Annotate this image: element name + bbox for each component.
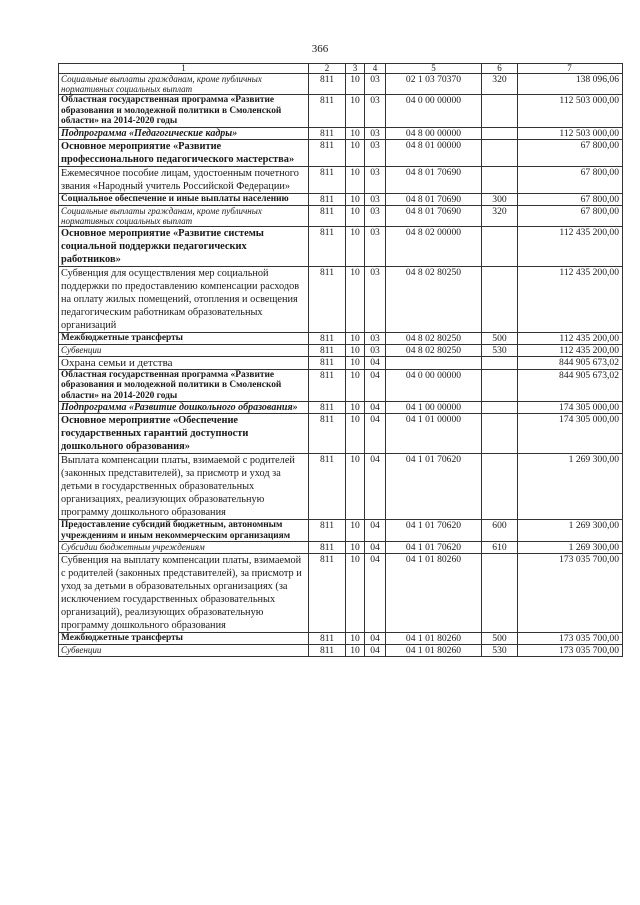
section-cell: 10 (346, 520, 365, 542)
amount-cell: 112 435 200,00 (518, 266, 623, 332)
header-cell-6: 6 (482, 64, 518, 74)
amount-cell: 112 503 000,00 (518, 127, 623, 139)
item-name-cell: Областная государственная программа «Развитие образования и молодежной политики в Смоленской области» на 2014-2020 годы (59, 369, 309, 402)
table-row (59, 554, 623, 633)
section-cell: 10 (346, 344, 365, 356)
section-cell: 10 (346, 645, 365, 657)
item-name-cell: Субсидии бюджетным учреждениям (59, 542, 309, 554)
subsection-cell: 03 (365, 332, 386, 344)
header-cell-5: 5 (386, 64, 482, 74)
amount-cell: 1 269 300,00 (518, 542, 623, 554)
item-name-cell: Подпрограмма «Педагогические кадры» (59, 127, 309, 139)
budget-table (58, 63, 623, 657)
target-article-cell: 04 1 01 00000 (386, 414, 482, 454)
expense-type-cell (482, 369, 518, 402)
expense-type-cell (482, 166, 518, 193)
table-row (59, 402, 623, 414)
amount-cell: 173 035 700,00 (518, 554, 623, 633)
table-row (59, 645, 623, 657)
table-row (59, 344, 623, 356)
section-cell: 10 (346, 402, 365, 414)
section-cell: 10 (346, 554, 365, 633)
subsection-cell: 04 (365, 356, 386, 369)
table-row (59, 74, 623, 95)
subsection-cell: 03 (365, 166, 386, 193)
section-cell: 10 (346, 139, 365, 166)
section-cell: 10 (346, 166, 365, 193)
target-article-cell: 04 8 00 00000 (386, 127, 482, 139)
table-row (59, 414, 623, 454)
target-article-cell: 04 1 01 80260 (386, 633, 482, 645)
page-number: 366 (311, 43, 329, 55)
target-article-cell: 04 8 02 80250 (386, 344, 482, 356)
amount-cell: 67 800,00 (518, 193, 623, 205)
amount-cell: 138 096,06 (518, 74, 623, 95)
target-article-cell: 04 1 01 80260 (386, 645, 482, 657)
table-row (59, 205, 623, 226)
amount-cell: 844 905 673,02 (518, 369, 623, 402)
header-cell-4: 4 (365, 64, 386, 74)
expense-type-cell: 320 (482, 74, 518, 95)
target-article-cell: 04 0 00 00000 (386, 95, 482, 128)
subsection-cell: 03 (365, 74, 386, 95)
section-cell: 10 (346, 266, 365, 332)
admin-code-cell: 811 (309, 356, 346, 369)
admin-code-cell: 811 (309, 645, 346, 657)
expense-type-cell (482, 414, 518, 454)
table-row (59, 454, 623, 520)
expense-type-cell (482, 266, 518, 332)
target-article-cell: 04 1 00 00000 (386, 402, 482, 414)
expense-type-cell (482, 139, 518, 166)
expense-type-cell (482, 226, 518, 266)
section-cell: 10 (346, 356, 365, 369)
section-cell: 10 (346, 74, 365, 95)
expense-type-cell (482, 454, 518, 520)
admin-code-cell: 811 (309, 95, 346, 128)
amount-cell: 174 305 000,00 (518, 414, 623, 454)
admin-code-cell: 811 (309, 127, 346, 139)
table-row (59, 266, 623, 332)
amount-cell: 174 305 000,00 (518, 402, 623, 414)
item-name-cell: Субвенции (59, 645, 309, 657)
item-name-cell: Межбюджетные трансферты (59, 332, 309, 344)
header-cell-2: 2 (309, 64, 346, 74)
expense-type-cell (482, 95, 518, 128)
admin-code-cell: 811 (309, 554, 346, 633)
amount-cell: 112 503 000,00 (518, 95, 623, 128)
target-article-cell: 04 8 01 70690 (386, 166, 482, 193)
subsection-cell: 03 (365, 193, 386, 205)
table-row (59, 139, 623, 166)
admin-code-cell: 811 (309, 205, 346, 226)
subsection-cell: 03 (365, 127, 386, 139)
subsection-cell: 03 (365, 139, 386, 166)
expense-type-cell: 530 (482, 344, 518, 356)
expense-type-cell: 320 (482, 205, 518, 226)
expense-type-cell (482, 127, 518, 139)
table-row (59, 166, 623, 193)
admin-code-cell: 811 (309, 520, 346, 542)
admin-code-cell: 811 (309, 633, 346, 645)
expense-type-cell (482, 356, 518, 369)
admin-code-cell: 811 (309, 344, 346, 356)
amount-cell: 173 035 700,00 (518, 633, 623, 645)
section-cell: 10 (346, 127, 365, 139)
target-article-cell: 04 1 01 80260 (386, 554, 482, 633)
header-cell-3: 3 (346, 64, 365, 74)
target-article-cell: 04 1 01 70620 (386, 520, 482, 542)
expense-type-cell (482, 402, 518, 414)
item-name-cell: Выплата компенсации платы, взимаемой с родителей (законных представителей), за присмотр и уход за детьми в государственных образовательных организациях, реализующих образовательную программу дошкольного образования (59, 454, 309, 520)
subsection-cell: 04 (365, 633, 386, 645)
target-article-cell (386, 356, 482, 369)
table-row (59, 356, 623, 369)
item-name-cell: Подпрограмма «Развитие дошкольного образования» (59, 402, 309, 414)
amount-cell: 67 800,00 (518, 139, 623, 166)
amount-cell: 112 435 200,00 (518, 344, 623, 356)
amount-cell: 112 435 200,00 (518, 332, 623, 344)
admin-code-cell: 811 (309, 266, 346, 332)
admin-code-cell: 811 (309, 226, 346, 266)
target-article-cell: 04 8 02 80250 (386, 332, 482, 344)
subsection-cell: 04 (365, 369, 386, 402)
admin-code-cell: 811 (309, 74, 346, 95)
admin-code-cell: 811 (309, 454, 346, 520)
expense-type-cell (482, 554, 518, 633)
subsection-cell: 04 (365, 554, 386, 633)
table-header-row (59, 64, 623, 74)
admin-code-cell: 811 (309, 402, 346, 414)
target-article-cell: 02 1 03 70370 (386, 74, 482, 95)
item-name-cell: Социальное обеспечение и иные выплаты населению (59, 193, 309, 205)
expense-type-cell: 500 (482, 332, 518, 344)
target-article-cell: 04 8 01 70690 (386, 205, 482, 226)
item-name-cell: Ежемесячное пособие лицам, удостоенным почетного звания «Народный учитель Российской Федерации» (59, 166, 309, 193)
expense-type-cell: 300 (482, 193, 518, 205)
amount-cell: 1 269 300,00 (518, 454, 623, 520)
item-name-cell: Межбюджетные трансферты (59, 633, 309, 645)
section-cell: 10 (346, 542, 365, 554)
amount-cell: 173 035 700,00 (518, 645, 623, 657)
target-article-cell: 04 1 01 70620 (386, 542, 482, 554)
item-name-cell: Основное мероприятие «Обеспечение государственных гарантий доступности дошкольного образования» (59, 414, 309, 454)
subsection-cell: 04 (365, 645, 386, 657)
item-name-cell: Социальные выплаты гражданам, кроме публичных нормативных социальных выплат (59, 74, 309, 95)
subsection-cell: 03 (365, 344, 386, 356)
target-article-cell: 04 8 01 70690 (386, 193, 482, 205)
target-article-cell: 04 1 01 70620 (386, 454, 482, 520)
table-row (59, 633, 623, 645)
item-name-cell: Основное мероприятие «Развитие профессионального педагогического мастерства» (59, 139, 309, 166)
admin-code-cell: 811 (309, 542, 346, 554)
table-row (59, 369, 623, 402)
subsection-cell: 03 (365, 266, 386, 332)
section-cell: 10 (346, 332, 365, 344)
target-article-cell: 04 8 02 00000 (386, 226, 482, 266)
amount-cell: 67 800,00 (518, 205, 623, 226)
subsection-cell: 03 (365, 95, 386, 128)
expense-type-cell: 500 (482, 633, 518, 645)
subsection-cell: 04 (365, 454, 386, 520)
amount-cell: 67 800,00 (518, 166, 623, 193)
admin-code-cell: 811 (309, 193, 346, 205)
table-body (59, 64, 623, 657)
section-cell: 10 (346, 454, 365, 520)
admin-code-cell: 811 (309, 414, 346, 454)
subsection-cell: 04 (365, 542, 386, 554)
section-cell: 10 (346, 95, 365, 128)
admin-code-cell: 811 (309, 139, 346, 166)
subsection-cell: 04 (365, 402, 386, 414)
target-article-cell: 04 8 02 80250 (386, 266, 482, 332)
item-name-cell: Субвенция на выплату компенсации платы, взимаемой с родителей (законных представителей), за присмотр и уход за детьми в образовательных организациях (за исключением государственных образовательных организаций), реализующих образовательную программу дошкольного образования (59, 554, 309, 633)
table-row (59, 332, 623, 344)
section-cell: 10 (346, 633, 365, 645)
item-name-cell: Субвенции (59, 344, 309, 356)
section-cell: 10 (346, 226, 365, 266)
header-cell-7: 7 (518, 64, 623, 74)
section-cell: 10 (346, 205, 365, 226)
table-row (59, 226, 623, 266)
item-name-cell: Областная государственная программа «Развитие образования и молодежной политики в Смоленской области» на 2014-2020 годы (59, 95, 309, 128)
target-article-cell: 04 0 00 00000 (386, 369, 482, 402)
admin-code-cell: 811 (309, 369, 346, 402)
table-row (59, 520, 623, 542)
table-row (59, 193, 623, 205)
table-row (59, 542, 623, 554)
item-name-cell: Охрана семьи и детства (59, 356, 309, 369)
target-article-cell: 04 8 01 00000 (386, 139, 482, 166)
header-cell-1: 1 (59, 64, 309, 74)
item-name-cell: Основное мероприятие «Развитие системы социальной поддержки педагогических работников» (59, 226, 309, 266)
section-cell: 10 (346, 369, 365, 402)
section-cell: 10 (346, 193, 365, 205)
subsection-cell: 03 (365, 205, 386, 226)
expense-type-cell: 530 (482, 645, 518, 657)
amount-cell: 844 905 673,02 (518, 356, 623, 369)
item-name-cell: Социальные выплаты гражданам, кроме публичных нормативных социальных выплат (59, 205, 309, 226)
item-name-cell: Субвенция для осуществления мер социальной поддержки по предоставлению компенсации расходов на оплату жилых помещений, отопления и освещения педагогическим работникам образовательных организаций (59, 266, 309, 332)
expense-type-cell: 600 (482, 520, 518, 542)
subsection-cell: 04 (365, 414, 386, 454)
amount-cell: 112 435 200,00 (518, 226, 623, 266)
expense-type-cell: 610 (482, 542, 518, 554)
subsection-cell: 04 (365, 520, 386, 542)
admin-code-cell: 811 (309, 166, 346, 193)
table-row (59, 127, 623, 139)
admin-code-cell: 811 (309, 332, 346, 344)
table-row (59, 95, 623, 128)
item-name-cell: Предоставление субсидий бюджетным, автономным учреждениям и иным некоммерческим организациям (59, 520, 309, 542)
amount-cell: 1 269 300,00 (518, 520, 623, 542)
subsection-cell: 03 (365, 226, 386, 266)
section-cell: 10 (346, 414, 365, 454)
